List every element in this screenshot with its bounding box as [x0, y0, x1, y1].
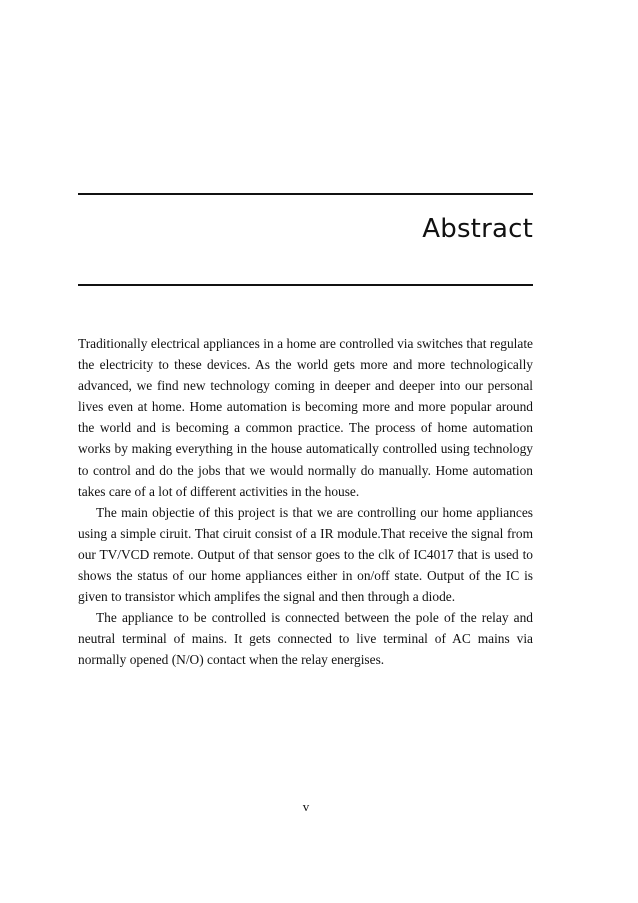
chapter-rule-top	[78, 193, 533, 195]
paragraph-1: Traditionally electrical appliances in a home are controlled via switches that regulate the electricity to these devices. As the world gets more and more technologically advanced, we find new technology coming in deeper and deeper into our personal lives even at home. Home automation is becoming more and more popular around the world and is becoming a common practice. The process of home automation works by making everything in the house automatically controlled using technology to control and do the jobs that we would normally do manually. Home automation takes care of a lot of different activities in the house.	[78, 336, 533, 499]
chapter-title: Abstract	[422, 214, 533, 244]
chapter-rule-bottom	[78, 284, 533, 286]
abstract-body	[78, 333, 533, 671]
paragraph-3: The appliance to be controlled is connected between the pole of the relay and neutral terminal of mains. It gets connected to live terminal of AC mains via normally opened (N/O) contact when the relay energises.	[78, 610, 533, 668]
page-number: v	[302, 799, 310, 814]
paragraph-2: The main objectie of this project is that we are controlling our home appliances using a simple ciruit. That ciruit consist of a IR module.That receive the signal from our TV/VCD remote. Output of that sensor goes to the clk of IC4017 that is used to shows the status of our home appliances either in on/off state. Output of the IC is given to transistor which amplifes the signal and then through a diode.	[78, 504, 533, 605]
